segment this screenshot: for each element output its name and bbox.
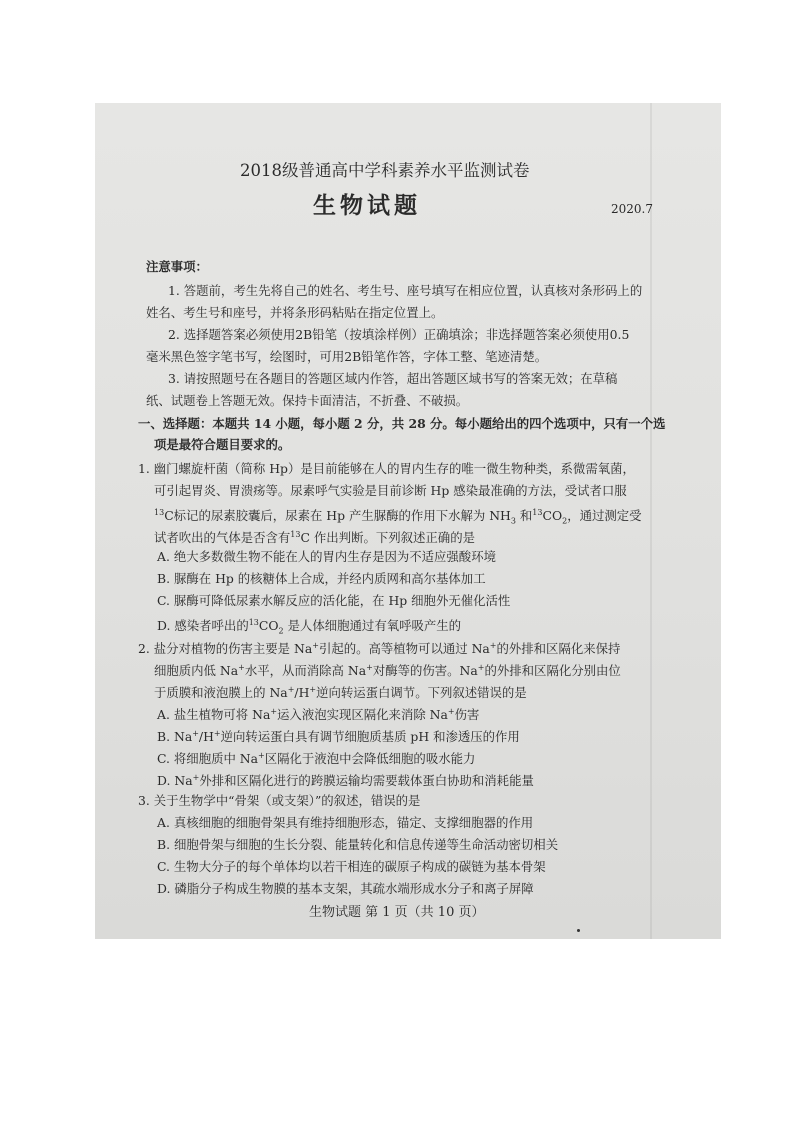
q3-option-b: B. 细胞骨架与细胞的生长分裂、能量转化和信息传递等生命活动密切相关 bbox=[157, 837, 559, 852]
q2-option-c: C. 将细胞质中 Na+区隔化于液泡中会降低细胞的吸水能力 bbox=[157, 751, 476, 767]
note-line-3: 2. 选择题答案必须使用2B铅笔（按填涂样例）正确填涂；非选择题答案必须使用0.5 bbox=[168, 327, 630, 342]
photographed-exam-page bbox=[95, 103, 721, 939]
q1-option-b: B. 脲酶在 Hp 的核糖体上合成，并经内质网和高尔基体加工 bbox=[157, 571, 486, 586]
note-line-6: 纸、试题卷上答题无效。保持卡面清洁，不折叠、不破损。 bbox=[146, 393, 469, 408]
q3-option-a: A. 真核细胞的细胞骨架具有维持细胞形态，锚定、支撑细胞器的作用 bbox=[157, 815, 534, 830]
exam-subject-title: 生物试题 bbox=[313, 192, 421, 219]
q2-stem-line-1: 2. 盐分对植物的伤害主要是 Na+引起的。高等植物可以通过 Na+的外排和区隔化来保持 bbox=[138, 641, 621, 657]
note-line-2: 姓名、考生号和座号，并将条形码粘贴在指定位置上。 bbox=[146, 305, 444, 320]
q1-option-d: D. 感染者呼出的$^{13}CO_2$ 是人体细胞通过有氧呼吸产生的 bbox=[157, 618, 462, 636]
section-heading-cont: 项是最符合题目要求的。 bbox=[154, 437, 291, 452]
q1-stem-line-1: 1. 幽门螺旋杆菌（简称 Hp）是目前能够在人的胃内生存的唯一微生物种类，系微需氧菌， bbox=[138, 461, 635, 476]
note-line-1: 1. 答题前，考生先将自己的姓名、考生号、座号填写在相应位置，认真核对条形码上的 bbox=[168, 283, 643, 298]
q1-stem-line-2: 可引起胃炎、胃溃疡等。尿素呼气实验是目前诊断 Hp 感染最准确的方法，受试者口服 bbox=[154, 483, 627, 498]
q2-option-b: B. Na+/H+逆向转运蛋白具有调节细胞质基质 pH 和渗透压的作用 bbox=[157, 729, 520, 745]
page-footer: 生物试题 第 1 页（共 10 页） bbox=[309, 905, 485, 920]
q1-option-c: C. 脲酶可降低尿素水解反应的活化能，在 Hp 细胞外无催化活性 bbox=[157, 593, 511, 608]
q1-stem-line-4: 试者吹出的气体是否含有$^{13}$C 作出判断。下列叙述正确的是 bbox=[154, 530, 475, 546]
q2-stem-line-3: 于质膜和液泡膜上的 Na+/H+逆向转运蛋白调节。下列叙述错误的是 bbox=[154, 685, 527, 701]
ink-speck bbox=[577, 929, 580, 932]
exam-series-title: 2018级普通高中学科素养水平监测试卷 bbox=[240, 161, 530, 180]
paper-fold-shadow bbox=[650, 103, 652, 939]
q3-stem: 3. 关于生物学中“骨架（或支架）”的叙述，错误的是 bbox=[138, 793, 421, 808]
section-heading: 一、选择题：本题共 14 小题，每小题 2 分，共 28 分。每小题给出的四个选项中，只有一个选 bbox=[138, 416, 666, 431]
q1-option-a: A. 绝大多数微生物不能在人的胃内生存是因为不适应强酸环境 bbox=[157, 549, 496, 564]
q3-option-d: D. 磷脂分子构成生物膜的基本支架，其疏水端形成水分子和离子屏障 bbox=[157, 881, 534, 896]
q2-stem-line-2: 细胞质内低 Na+水平，从而消除高 Na+对酶等的伤害。Na+的外排和区隔化分别由位 bbox=[154, 663, 621, 679]
q2-option-d: D. Na+外排和区隔化进行的跨膜运输均需要载体蛋白协助和消耗能量 bbox=[157, 773, 534, 789]
q2-option-a: A. 盐生植物可将 Na+运入液泡实现区隔化来消除 Na+伤害 bbox=[157, 707, 480, 723]
note-line-5: 3. 请按照题号在各题目的答题区域内作答，超出答题区域书写的答案无效；在草稿 bbox=[168, 371, 618, 386]
notes-heading: 注意事项： bbox=[146, 259, 208, 274]
note-line-4: 毫米黑色签字笔书写，绘图时，可用2B铅笔作答，字体工整、笔迹清楚。 bbox=[146, 349, 548, 364]
q1-stem-line-3: $^{13}$C标记的尿素胶囊后，尿素在 Hp 产生脲酶的作用下水解为 $NH_3$ 和$^{13}CO_2$，通过测定受 bbox=[154, 508, 642, 526]
q3-option-c: C. 生物大分子的每个单体均以若干相连的碳原子构成的碳链为基本骨架 bbox=[157, 859, 546, 874]
exam-date: 2020.7 bbox=[611, 202, 653, 216]
